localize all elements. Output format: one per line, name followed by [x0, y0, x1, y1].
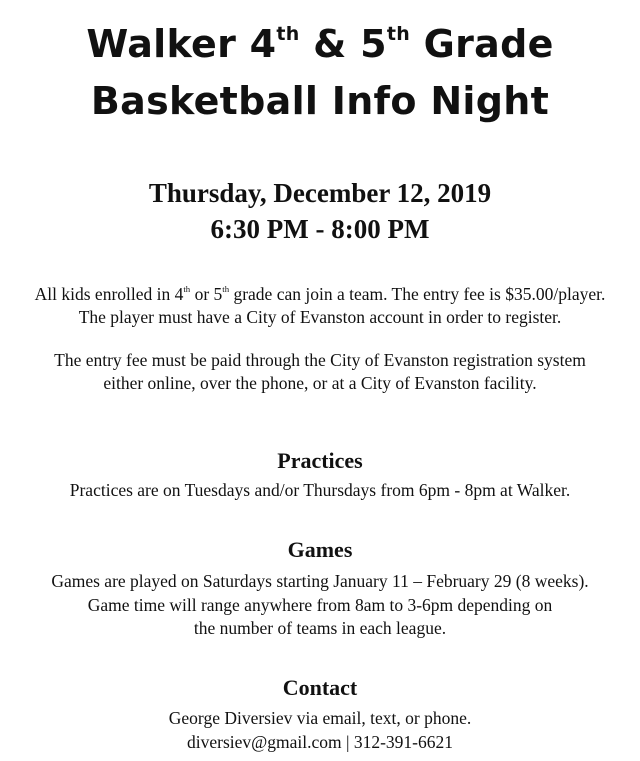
event-time: 6:30 PM - 8:00 PM [210, 214, 430, 244]
title-text: Walker 4 [86, 22, 277, 66]
games-line: the number of teams in each league. [193, 618, 447, 638]
contact-email-phone: diversiev@gmail.com | 312-391-6621 [186, 732, 454, 752]
contact-heading: Contact [282, 675, 358, 700]
intro-line: The player must have a City of Evanston account in order to register. [78, 307, 562, 327]
event-date: Thursday, December 12, 2019 [148, 178, 492, 208]
title-line-1 [0, 22, 640, 66]
title-line-2: Basketball Info Night [90, 79, 550, 123]
contact-line: George Diversiev via email, text, or phone. [168, 708, 472, 728]
practices-heading: Practices [277, 448, 363, 473]
text: grade can join a team. The entry fee is $35.00/player. [229, 284, 606, 304]
superscript: th [386, 22, 411, 45]
games-line: Game time will range anywhere from 8am to 3-6pm depending on [87, 595, 553, 615]
games-heading: Games [287, 537, 353, 562]
intro-line [0, 284, 640, 305]
title-text: Grade [410, 22, 554, 66]
text: All kids enrolled in 4 [34, 284, 184, 304]
text: or 5 [190, 284, 223, 304]
intro-line: The entry fee must be paid through the City of Evanston registration system [54, 350, 586, 370]
games-line: Games are played on Saturdays starting January 11 – February 29 (8 weeks). [51, 571, 589, 591]
title-text: & 5 [299, 22, 387, 66]
superscript: th [222, 284, 230, 295]
practices-line: Practices are on Tuesdays and/or Thursdays from 6pm - 8pm at Walker. [69, 480, 571, 500]
superscript: th [183, 284, 191, 295]
intro-line: either online, over the phone, or at a City of Evanston facility. [103, 373, 537, 393]
superscript: th [276, 22, 300, 45]
